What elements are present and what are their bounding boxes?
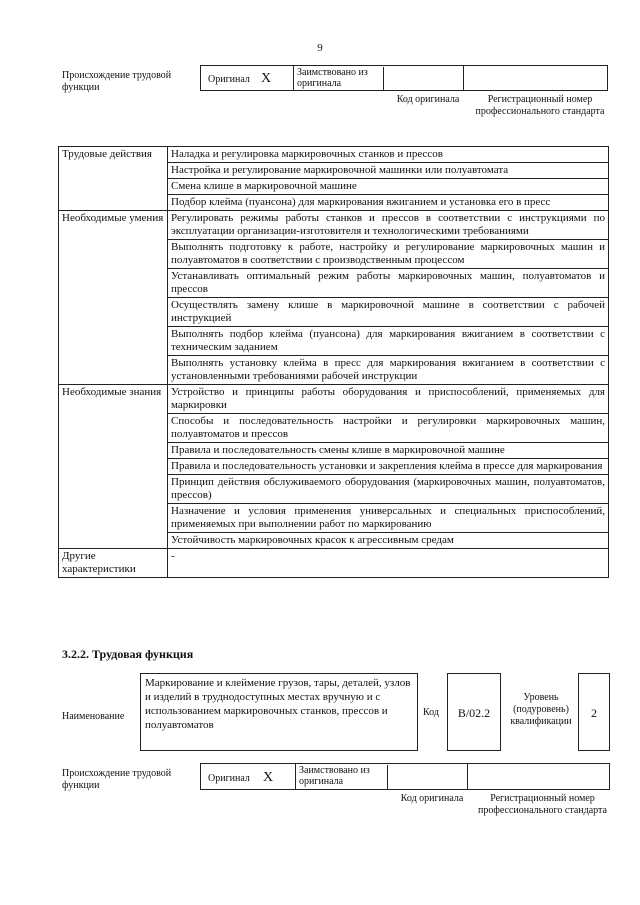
table-row — [59, 211, 609, 240]
level-value: 2 — [578, 673, 610, 751]
borrowed-cell: Заимствовано из оригинала — [296, 765, 388, 790]
level-label: Уровень (подуровень) квалификации — [510, 692, 572, 727]
table-cell: Выполнять установку клейма в пресс для маркирования вжиганием в соответствии с установленными требованиями рабочей инструкции — [168, 356, 609, 385]
reg-number-cell — [464, 66, 607, 90]
section-label: Другие характеристики — [59, 549, 168, 578]
original-mark: X — [263, 770, 274, 785]
reg-number-label: Регистрационный номер профессионального стандарта — [478, 793, 607, 816]
table-cell: Смена клише в маркировочной машине — [168, 179, 609, 195]
table-cell: Выполнять подготовку к работе, настройку и регулирование маркировочных машин и полуавтоматов в соответствии с производственным процессом — [168, 240, 609, 269]
code-label: Код — [423, 707, 439, 718]
reg-number-cell — [468, 764, 609, 789]
origin-label: Происхождение трудовой функции — [62, 70, 172, 93]
original-label: Оригинал — [208, 74, 250, 85]
code-original-cell — [384, 66, 464, 90]
table-cell: Устанавливать оптимальный режим работы маркировочных машин, полуавтоматов и прессов — [168, 269, 609, 298]
table-cell: - — [168, 549, 609, 578]
reg-number-label: Регистрационный номер профессионального стандарта — [475, 94, 605, 117]
borrowed-cell: Заимствовано из оригинала — [294, 67, 384, 91]
table-cell: Назначение и условия применения универсальных и специальных приспособлений, применяемых при выполнении работ по маркированию — [168, 504, 609, 533]
table-cell: Устройство и принципы работы оборудования и приспособлений, применяемых для маркировки — [168, 385, 609, 414]
table-cell: Регулировать режимы работы станков и прессов в соответствии с инструкциями по эксплуатации организации-изготовителя и технологическими требованиями — [168, 211, 609, 240]
section-heading: 3.2.2. Трудовая функция — [62, 647, 194, 661]
table-cell: Осуществлять замену клише в маркировочной машине в соответствии с рабочей инструкцией — [168, 298, 609, 327]
code-original-label: Код оригинала — [396, 94, 460, 105]
section-label: Необходимые знания — [59, 385, 168, 549]
page-number: 9 — [317, 42, 323, 54]
code-original-cell — [388, 764, 468, 789]
original-cell — [201, 764, 296, 789]
table-cell: Устойчивость маркировочных красок к агрессивным средам — [168, 533, 609, 549]
table-row — [59, 549, 609, 578]
code-value: B/02.2 — [447, 673, 501, 751]
table-cell: Выполнять подбор клейма (пуансона) для маркирования вжиганием в соответствии с техническим заданием — [168, 327, 609, 356]
table-row — [59, 385, 609, 414]
table-row — [59, 147, 609, 163]
original-label: Оригинал — [208, 773, 250, 784]
table-cell: Правила и последовательность смены клише в маркировочной машине — [168, 443, 609, 459]
table-cell: Подбор клейма (пуансона) для маркирования вжиганием и установка его в пресс — [168, 195, 609, 211]
table-cell: Принцип действия обслуживаемого оборудования (маркировочных машин, полуавтоматов, прессов) — [168, 475, 609, 504]
section-label: Необходимые умения — [59, 211, 168, 385]
origin-row — [200, 65, 608, 91]
labor-function-table — [58, 146, 609, 578]
table-cell: Правила и последовательность установки и закрепления клейма в прессе для маркирования — [168, 459, 609, 475]
origin-label: Происхождение трудовой функции — [62, 768, 172, 791]
name-value: Маркирование и клеймение грузов, тары, деталей, узлов и изделий в труднодоступных местах вручную и с использованием маркировочных станков, прессов и полуавтоматов — [140, 673, 418, 751]
name-label: Наименование — [62, 711, 125, 722]
section-label: Трудовые действия — [59, 147, 168, 211]
table-cell: Настройка и регулирование маркировочной машинки или полуавтомата — [168, 163, 609, 179]
code-original-label: Код оригинала — [400, 793, 464, 804]
table-cell: Наладка и регулировка маркировочных станков и прессов — [168, 147, 609, 163]
origin-row — [200, 763, 610, 790]
table-cell: Способы и последовательность настройки и регулировки маркировочных машин, полуавтоматов и прессов — [168, 414, 609, 443]
original-mark: X — [261, 71, 272, 86]
original-cell — [201, 66, 294, 90]
